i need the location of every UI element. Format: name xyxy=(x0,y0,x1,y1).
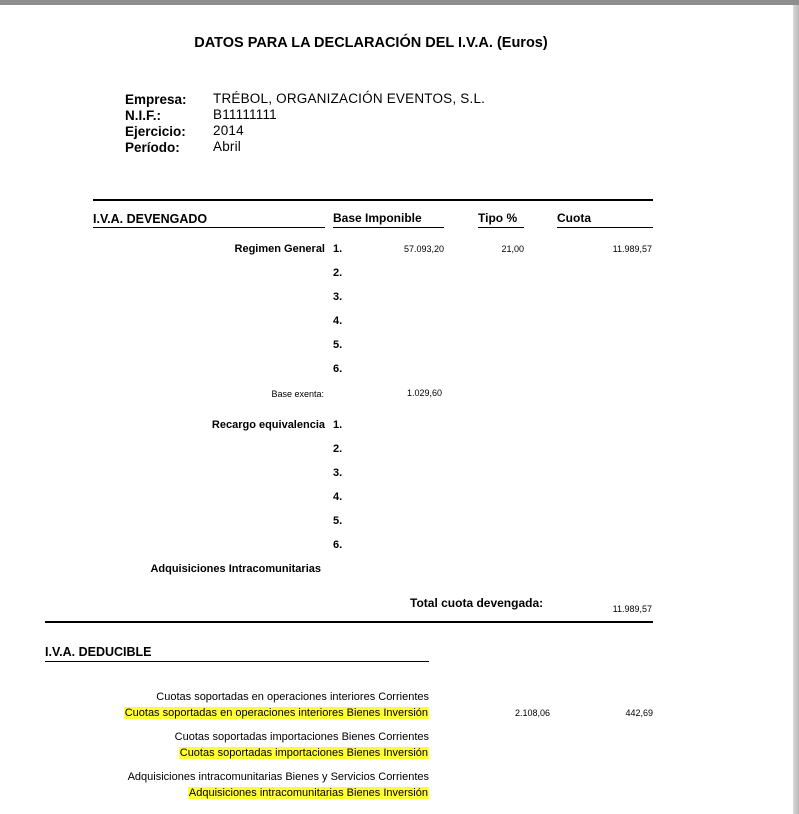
window-right-border xyxy=(793,5,799,814)
recargo-row-number: 3. xyxy=(333,467,343,479)
recargo-row-number: 5. xyxy=(333,515,343,527)
col-header-tipo: Tipo % xyxy=(478,211,518,225)
devengado-bottom-rule xyxy=(45,621,653,623)
deducible-row-cuota: 442,69 xyxy=(625,708,653,718)
regimen-row-number: 1. xyxy=(333,243,343,255)
total-cuota-devengada-value: 11.989,57 xyxy=(612,604,652,614)
base-exenta-value: 1.029,60 xyxy=(406,388,442,398)
deducible-row-label: Cuotas soportadas importaciones Bienes Corrientes xyxy=(174,731,429,743)
devengado-section-title: I.V.A. DEVENGADO xyxy=(93,212,208,226)
total-cuota-devengada-label: Total cuota devengada: xyxy=(410,596,544,610)
periodo-value: Abril xyxy=(213,139,242,154)
deducible-title-underline xyxy=(45,661,429,662)
recargo-equivalencia-label: Recargo equivalencia xyxy=(211,419,325,431)
regimen-row-number: 5. xyxy=(333,339,343,351)
regimen-row-number: 3. xyxy=(333,291,343,303)
deducible-row-label xyxy=(124,707,429,719)
highlighted-text: Adquisiciones intracomunitarias Bienes Inversión xyxy=(188,787,428,799)
regimen-row-cuota: 11.989,57 xyxy=(612,244,652,254)
regimen-row-number: 6. xyxy=(333,363,343,375)
col-header-base: Base Imponible xyxy=(333,211,422,225)
deducible-row-label xyxy=(188,787,429,799)
col-tipo-underline xyxy=(478,227,524,228)
col-base-underline xyxy=(333,227,444,228)
regimen-row-number: 4. xyxy=(333,315,343,327)
recargo-row-number: 2. xyxy=(333,443,343,455)
deducible-section-title: I.V.A. DEDUCIBLE xyxy=(45,645,152,659)
recargo-row-number: 4. xyxy=(333,491,343,503)
deducible-row-label: Cuotas soportadas en operaciones interiores Corrientes xyxy=(156,691,429,703)
highlighted-text: Cuotas soportadas en operaciones interiores Bienes Inversión xyxy=(124,707,428,719)
deducible-row-base: 2.108,06 xyxy=(514,708,550,718)
col-header-cuota: Cuota xyxy=(557,211,591,225)
col-cuota-underline xyxy=(557,227,653,228)
devengado-top-rule xyxy=(93,199,653,201)
empresa-value: TRÉBOL, ORGANIZACIÓN EVENTOS, S.L. xyxy=(213,91,486,106)
regimen-row-number: 2. xyxy=(333,267,343,279)
page-title: DATOS PARA LA DECLARACIÓN DEL I.V.A. (Euros) xyxy=(194,35,548,51)
base-exenta-label: Base exenta: xyxy=(271,389,324,399)
recargo-row-number: 6. xyxy=(333,539,343,551)
recargo-row-number: 1. xyxy=(333,419,343,431)
nif-value: B11111111 xyxy=(213,107,277,122)
ejercicio-value: 2014 xyxy=(213,123,244,138)
regimen-general-label: Regimen General xyxy=(234,243,325,255)
periodo-label: Período: xyxy=(125,140,180,155)
highlighted-text: Cuotas soportadas importaciones Bienes Inversión xyxy=(179,747,428,759)
adquisiciones-intracomunitarias-label: Adquisiciones Intracomunitarias xyxy=(150,563,321,575)
regimen-row-base: 57.093,20 xyxy=(403,244,444,254)
empresa-label: Empresa: xyxy=(125,92,187,107)
regimen-row-tipo: 21,00 xyxy=(501,244,524,254)
deducible-row-label: Adquisiciones intracomunitarias Bienes y Servicios Corrientes xyxy=(127,771,429,783)
deducible-row-label xyxy=(179,747,429,759)
ejercicio-label: Ejercicio: xyxy=(125,124,186,139)
window-top-border xyxy=(0,0,799,5)
nif-label: N.I.F.: xyxy=(125,108,161,123)
devengado-title-underline xyxy=(93,227,325,228)
